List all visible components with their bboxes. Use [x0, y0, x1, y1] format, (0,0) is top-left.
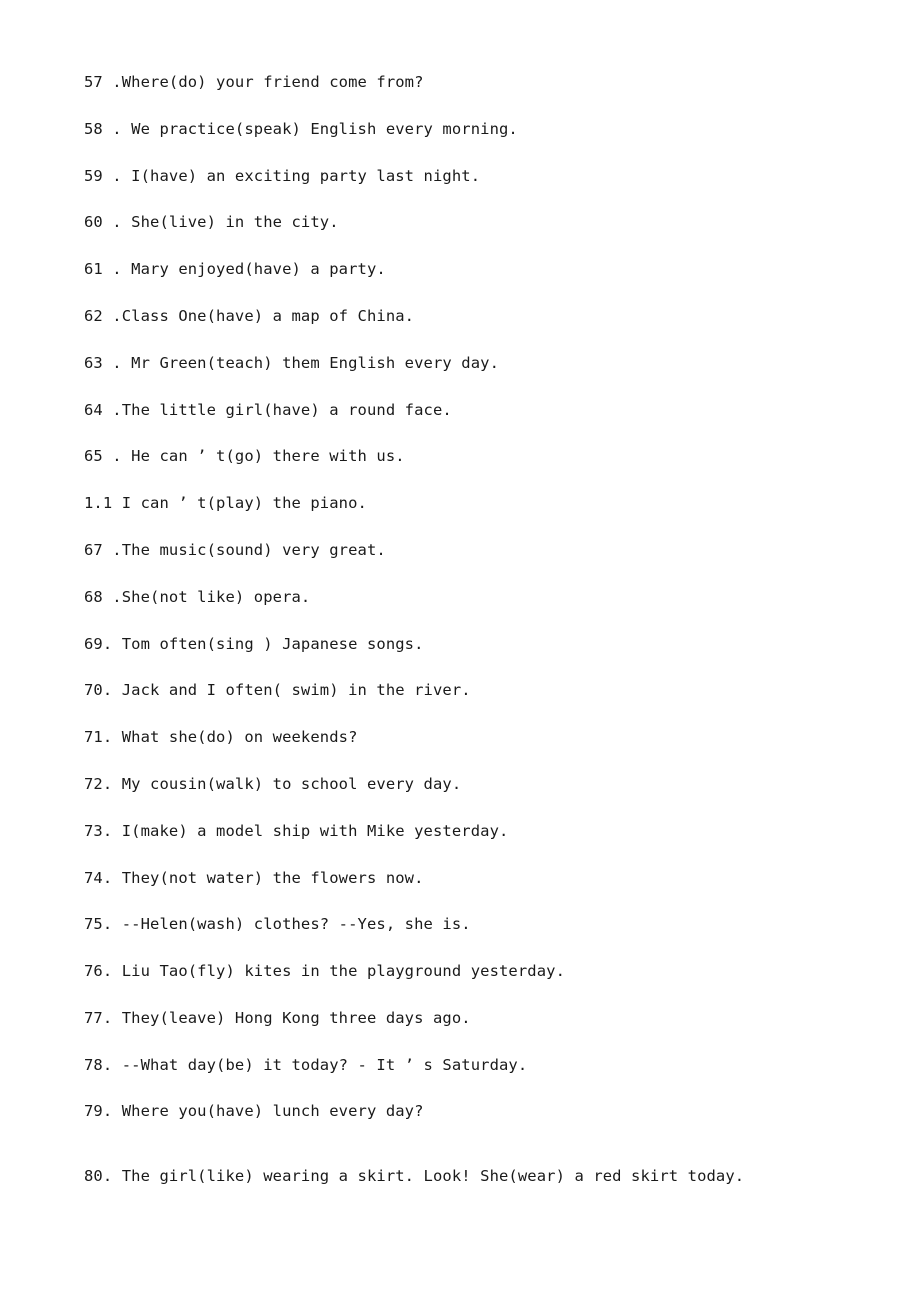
exercise-72: 72. My cousin(walk) to school every day.	[84, 775, 462, 793]
exercise-64: 64 .The little girl(have) a round face.	[84, 401, 452, 419]
exercise-77: 77. They(leave) Hong Kong three days ago.	[84, 1009, 471, 1027]
exercise-63: 63 . Mr Green(teach) them English every day.	[84, 354, 499, 372]
exercise-61: 61 . Mary enjoyed(have) a party.	[84, 260, 386, 278]
exercise-76: 76. Liu Tao(fly) kites in the playground yesterday.	[84, 962, 566, 980]
exercise-79: 79. Where you(have) lunch every day?	[84, 1102, 424, 1120]
exercise-69: 69. Tom often(sing ) Japanese songs.	[84, 635, 424, 653]
exercise-74: 74. They(not water) the flowers now.	[84, 869, 424, 887]
exercise-60: 60 . She(live) in the city.	[84, 213, 339, 231]
exercise-80: 80. The girl(like) wearing a skirt. Look! She(wear) a red skirt today.	[84, 1167, 745, 1185]
exercise-75: 75. --Helen(wash) clothes? --Yes, she is.	[84, 915, 471, 933]
exercise-67: 67 .The music(sound) very great.	[84, 541, 386, 559]
exercise-62: 62 .Class One(have) a map of China.	[84, 307, 415, 325]
exercise-65: 65 . He can ’ t(go) there with us.	[84, 447, 405, 465]
exercise-58: 58 . We practice(speak) English every morning.	[84, 120, 518, 138]
exercise-66: 1.1 I can ’ t(play) the piano.	[84, 494, 367, 512]
exercise-78: 78. --What day(be) it today? - It ’ s Saturday.	[84, 1056, 528, 1074]
exercise-71: 71. What she(do) on weekends?	[84, 728, 358, 746]
exercise-73: 73. I(make) a model ship with Mike yesterday.	[84, 822, 509, 840]
exercise-70: 70. Jack and I often( swim) in the river.	[84, 681, 471, 699]
exercise-57: 57 .Where(do) your friend come from?	[84, 73, 424, 91]
exercise-68: 68 .She(not like) opera.	[84, 588, 311, 606]
exercise-59: 59 . I(have) an exciting party last night.	[84, 167, 481, 185]
